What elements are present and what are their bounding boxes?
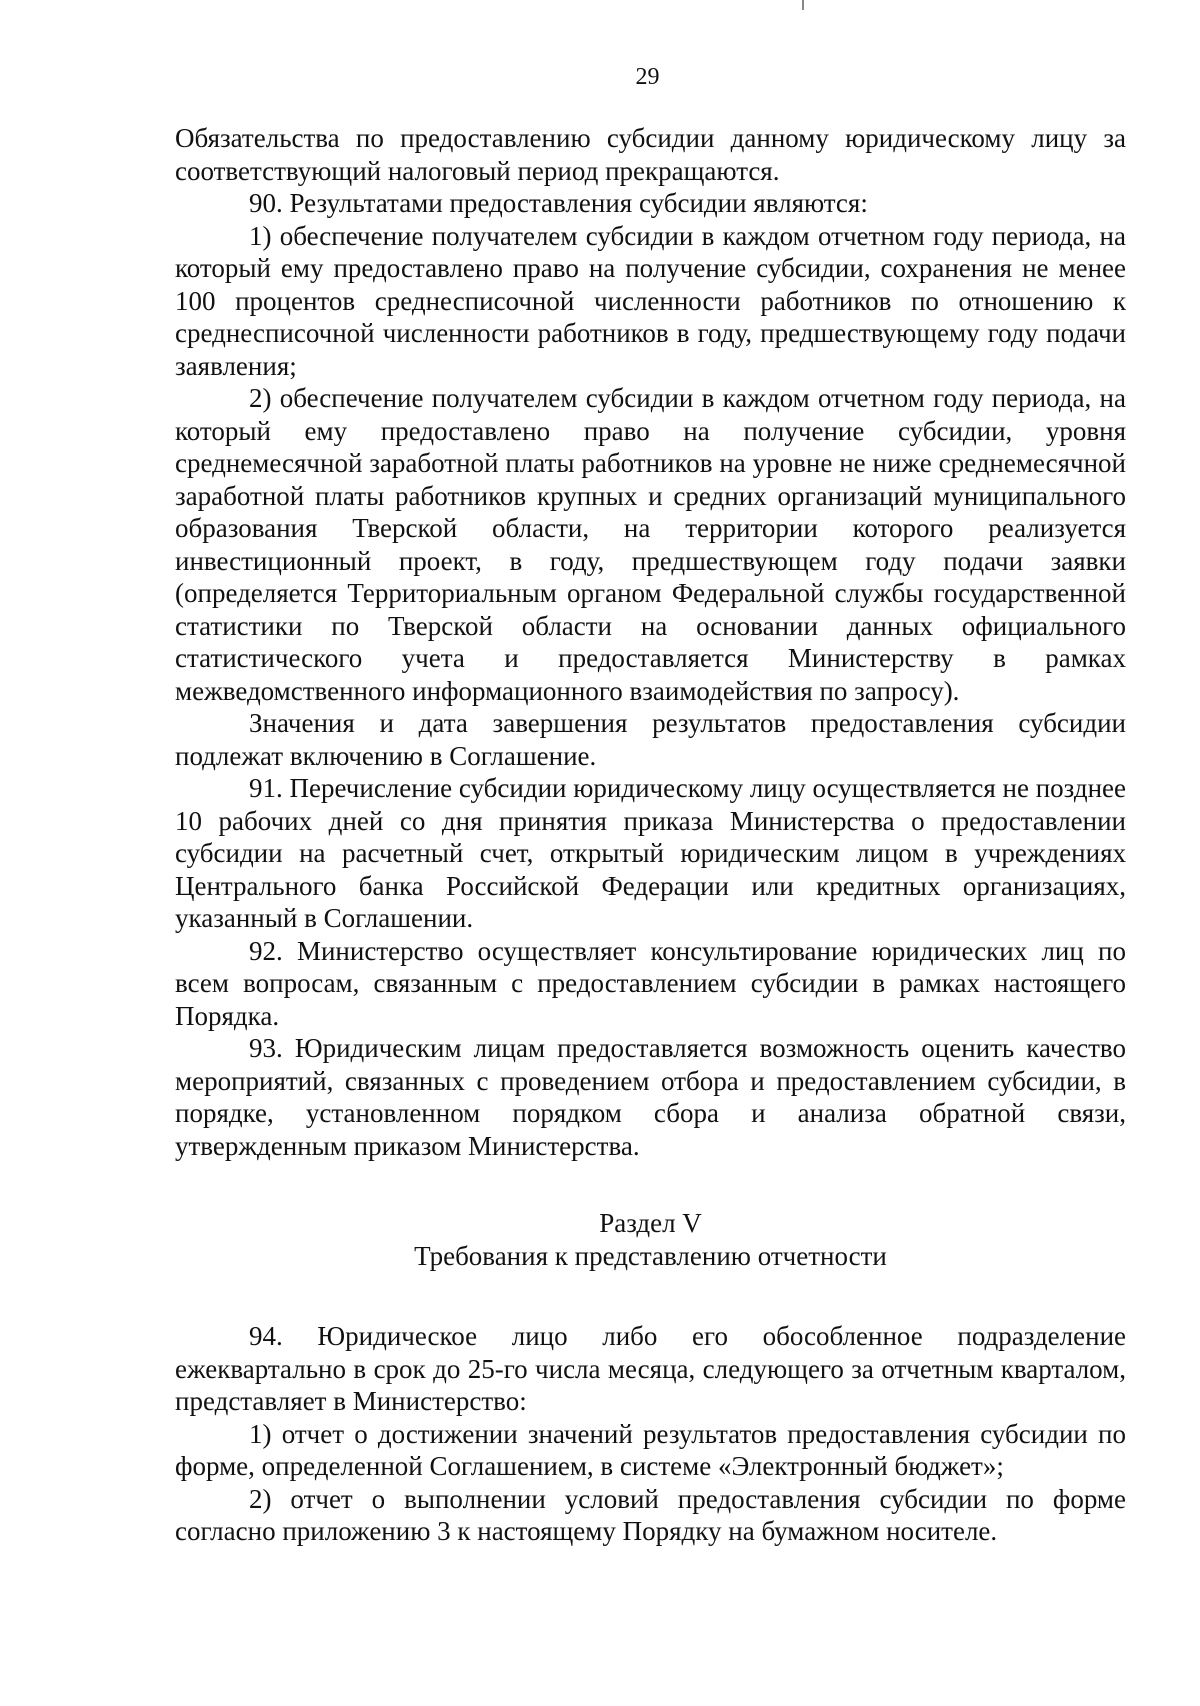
paragraph-values: Значения и дата завершения результатов предоставления субсидии подлежат включению в Соглашение. [175, 708, 1126, 771]
paragraph-93: 93. Юридическим лицам предоставляется возможность оценить качество мероприятий, связанных с проведением отбора и предоставлением субсидии, в порядке, установленном порядком сбора и анализа обратной связи, утвержденным приказом Министерства. [175, 1033, 1126, 1161]
document-body [175, 122, 1126, 1548]
paragraph-90-item-1: 1) обеспечение получателем субсидии в каждом отчетном году периода, на который ему предоставлено право на получение субсидии, сохранения не менее 100 процентов среднесписочной численности работников по отношению к среднесписочной численности работников в году, предшествующему году подачи заявления; [175, 220, 1126, 381]
paragraph-94-item-2: 2) отчет о выполнении условий предоставления субсидии по форме согласно приложению 3 к настоящему Порядку на бумажном носителе. [175, 1483, 1126, 1546]
section-title: Требования к представлению отчетности [414, 1240, 887, 1271]
section-heading-block [175, 1207, 1126, 1272]
paragraph-90: 90. Результатами предоставления субсидии являются: [249, 188, 868, 218]
scan-mark [802, 0, 804, 10]
paragraph-91: 91. Перечисление субсидии юридическому лицу осуществляется не позднее 10 рабочих дней со дня принятия приказа Министерства о предоставлении субсидии на расчетный счет, открытый юридическим лицом в учреждениях Центрального банка Российской Федерации или кредитных организациях, указанный в Соглашении. [175, 773, 1126, 933]
paragraph-obligations: Обязательства по предоставлению субсидии данному юридическому лицу за соответствующий налоговый период прекращаются. [175, 123, 1126, 186]
page-number: 29 [635, 64, 660, 90]
paragraph-90-item-2: 2) обеспечение получателем субсидии в каждом отчетном году периода, на который ему предоставлено право на получение субсидии, уровня среднемесячной заработной платы работников на уровне не ниже среднемесячной заработной платы работников крупных и средних организаций муниципального образования Тверской области, на территории которого реализуется инвестиционный проект, в году, предшествующем году подачи заявки (определяется Территориальным органом Федеральной службы государственной статистики по Тверской области на основании данных официального статистического учета и предоставляется Министерству в рамках межведомственного информационного взаимодействия по запросу). [175, 383, 1126, 706]
section-label: Раздел V [599, 1208, 702, 1238]
paragraph-92: 92. Министерство осуществляет консультирование юридических лиц по всем вопросам, связанным с предоставлением субсидии в рамках настоящего Порядка. [175, 935, 1126, 1031]
paragraph-94-item-1: 1) отчет о достижении значений результатов предоставления субсидии по форме, определенной Соглашением, в системе «Электронный бюджет»; [175, 1418, 1126, 1481]
paragraph-94: 94. Юридическое лицо либо его обособленное подразделение ежеквартально в срок до 25-го числа месяца, следующего за отчетным кварталом, представляет в Министерство: [175, 1321, 1126, 1416]
